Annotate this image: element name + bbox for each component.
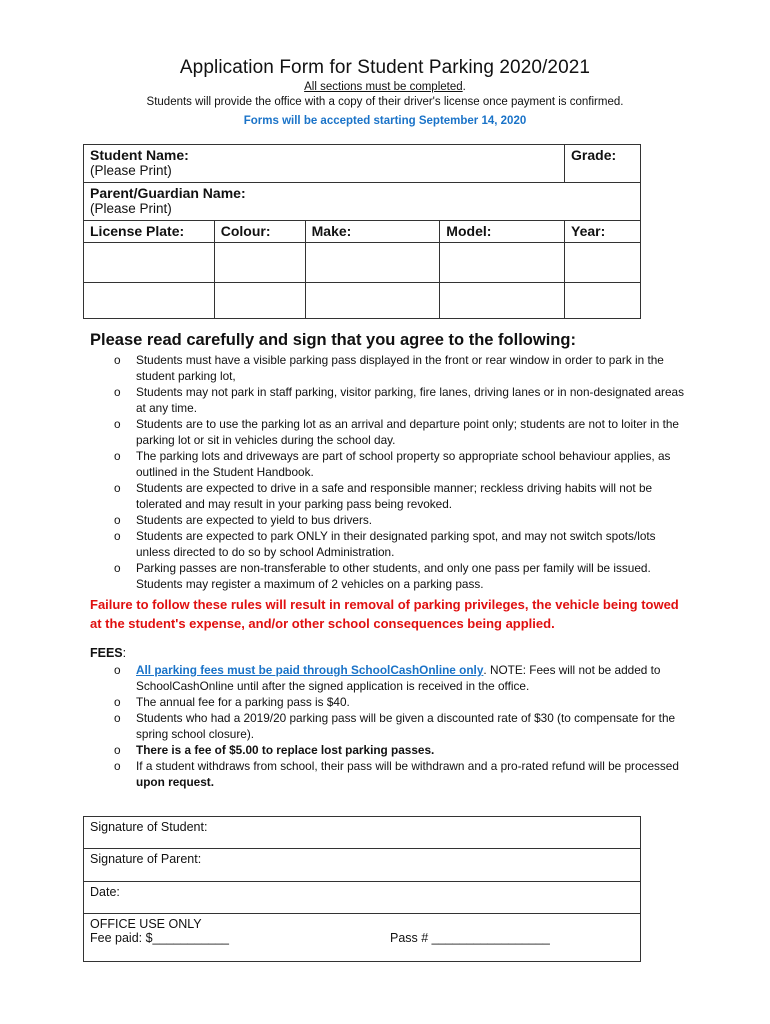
list-item: o Students are expected to drive in a safe and responsible manner; reckless driving habits will not be tolerated and may result in your parking pass being revoked. [114,481,653,511]
student-info-table [83,144,641,319]
model-label: Model: [440,221,565,243]
list-item: o Students may not park in staff parking, visitor parking, fire lanes, driving lanes or in non-designated areas at any time. [114,385,684,415]
make-label: Make: [305,221,440,243]
vehicle2-model-cell[interactable] [440,283,565,319]
rules-list [90,352,690,592]
vehicle1-model-cell[interactable] [440,243,565,283]
list-item: o If a student withdraws from school, their pass will be withdrawn and a pro-rated refund will be processed upon request. [114,759,679,789]
grade-field[interactable]: Grade: [565,145,641,183]
list-item: o Students must have a visible parking pass displayed in the front or rear window in order to park in the student parking lot, [114,353,664,383]
list-item: o Students are to use the parking lot as an arrival and departure point only; students are not to loiter in the parking lot or sit in vehicles during the school day. [114,417,679,447]
list-item: o Parking passes are non-transferable to other students, and only one pass per family will be issued. Students may register a maximum of 2 vehicles on a parking pass. [114,561,651,591]
vehicle1-plate-cell[interactable] [84,243,215,283]
license-plate-label: License Plate: [84,221,215,243]
sections-note: All sections must be completed. [304,81,466,93]
warning-text: Failure to follow these rules will result in removal of parking privileges, the vehicle being towed at the student's expense, and/or other school consequences being applied. [90,597,679,631]
student-name-field[interactable]: Student Name: (Please Print) [84,145,565,183]
vehicle2-plate-cell[interactable] [84,283,215,319]
office-use-label: OFFICE USE ONLY [90,917,202,931]
year-label: Year: [565,221,641,243]
fee-paid-field[interactable]: Fee paid: $___________ [90,931,230,945]
vehicle2-colour-cell[interactable] [214,283,305,319]
schoolcash-link[interactable]: All parking fees must be paid through SchoolCashOnline only [136,663,484,677]
parent-name-field[interactable]: Parent/Guardian Name: (Please Print) [84,183,641,221]
date-field[interactable]: Date: [84,882,641,914]
fees-heading: FEES: [90,646,127,660]
vehicle1-make-cell[interactable] [305,243,440,283]
list-item: o There is a fee of $5.00 to replace lost parking passes. [114,743,435,757]
vehicle1-year-cell[interactable] [565,243,641,283]
student-signature-field[interactable]: Signature of Student: [84,817,641,849]
page-title: Application Form for Student Parking 2020/2021 [179,57,591,78]
vehicle2-make-cell[interactable] [305,283,440,319]
list-item: o The parking lots and driveways are part of school property so appropriate school behaviour applies, as outlined in the Student Handbook. [114,449,671,479]
list-item: o The annual fee for a parking pass is $40. [114,695,350,709]
pass-number-field[interactable]: Pass # _________________ [390,931,550,945]
list-item: o Students are expected to park ONLY in their designated parking spot, and may not switch spots/lots unless directed to do so by school Administration. [114,529,656,559]
accept-note: Forms will be accepted starting September 14, 2020 [243,115,527,127]
vehicle2-year-cell[interactable] [565,283,641,319]
license-note: Students will provide the office with a copy of their driver's license once payment is confirmed. [146,96,624,108]
parent-signature-field[interactable]: Signature of Parent: [84,849,641,882]
list-item: o Students who had a 2019/20 parking pass will be given a discounted rate of $30 (to compensate for the spring school closure). [114,711,676,741]
colour-label: Colour: [214,221,305,243]
list-item: o All parking fees must be paid through SchoolCashOnline only. NOTE: Fees will not be added to SchoolCashOnline until after the signed application is received in the office. [114,663,661,693]
vehicle1-colour-cell[interactable] [214,243,305,283]
list-item: o Students are expected to yield to bus drivers. [114,513,373,527]
fees-list [90,662,690,790]
rules-heading: Please read carefully and sign that you agree to the following: [90,331,576,349]
signature-table [83,816,641,962]
office-use-section [84,914,641,962]
